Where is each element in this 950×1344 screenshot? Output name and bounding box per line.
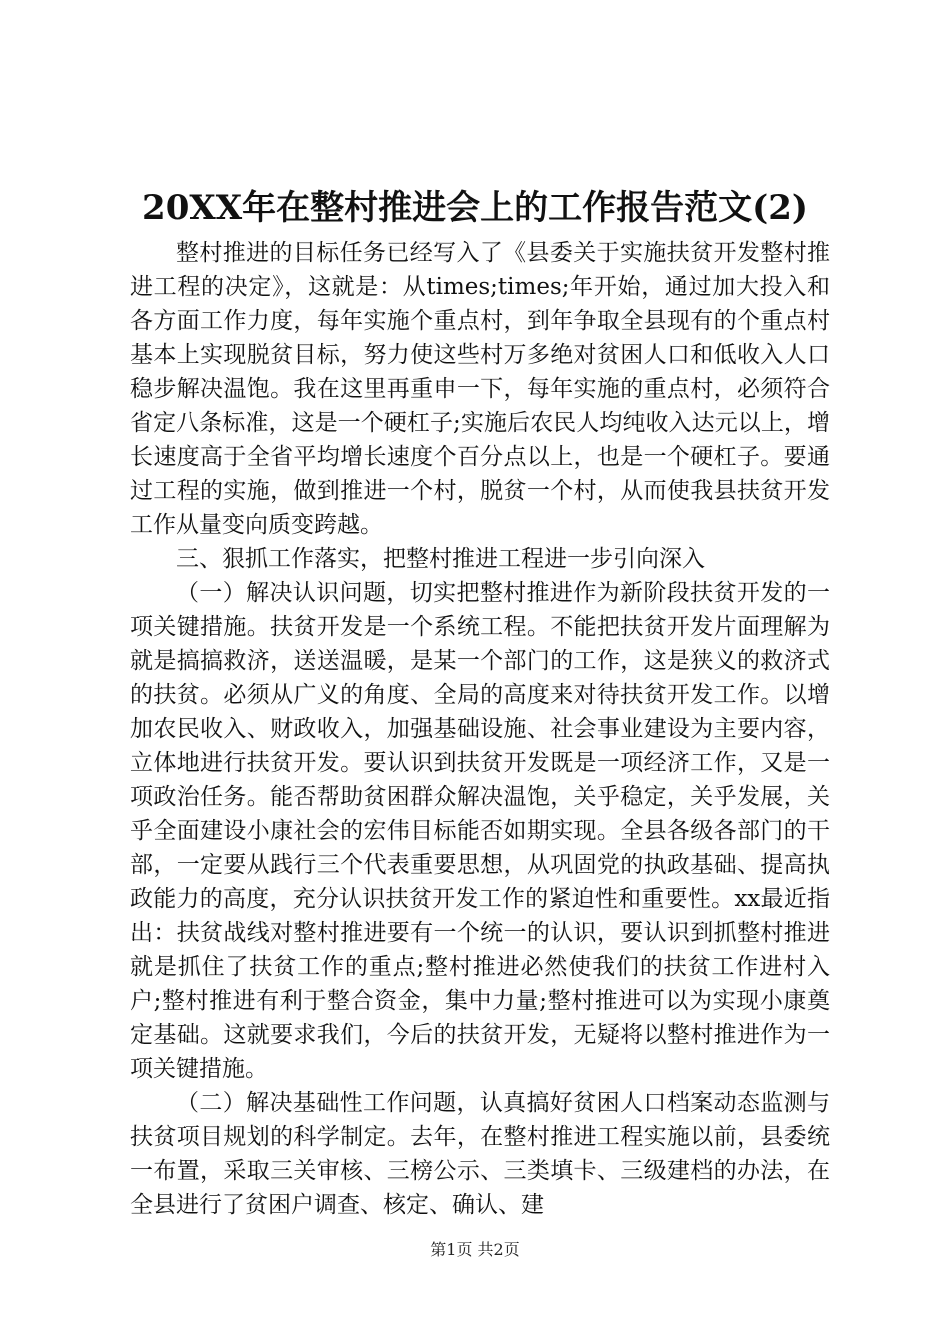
paragraph-understanding: （一）解决认识问题，切实把整村推进作为新阶段扶贫开发的一项关键措施。扶贫开发是一个系统工程。不能把扶贫开发片面理解为就是搞搞救济，送送温暖，是某一个部门的工作，这是狭义的救济式的扶贫。必须从广义的角度、全局的高度来对待扶贫开发工作。以增加农民收入、财政收入，加强基础设施、社会事业建设为主要内容，立体地进行扶贫开发。要认识到扶贫开发既是一项经济工作，又是一项政治任务。能否帮助贫困群众解决温饱，关乎稳定，关乎发展，关乎全面建设小康社会的宏伟目标能否如期实现。全县各级各部门的干部，一定要从践行三个代表重要思想，从巩固党的执政基础、提高执政能力的高度，充分认识扶贫开发工作的紧迫性和重要性。xx最近指出：扶贫战线对整村推进要有一个统一的认识，要认识到抓整村推进就是抓住了扶贫工作的重点;整村推进必然使我们的扶贫工作进村入户;整村推进有利于整合资金，集中力量;整村推进可以为实现小康奠定基础。这就要求我们，今后的扶贫开发，无疑将以整村推进作为一项关键措施。 (130, 580, 830, 1082)
paragraph-foundation-work: （二）解决基础性工作问题，认真搞好贫困人口档案动态监测与扶贫项目规划的科学制定。去年，在整村推进工程实施以前，县委统一布置，采取三关审核、三榜公示、三类填卡、三级建档的办法，在全县进行了贫困户调查、核定、确认、建 (130, 1090, 830, 1218)
document-title: 20XX年在整村推进会上的工作报告范文(2) (142, 188, 808, 228)
document-body (130, 236, 830, 1222)
page-number-footer: 第1页 共2页 (430, 1240, 520, 1259)
paragraph-goal: 整村推进的目标任务已经写入了《县委关于实施扶贫开发整村推进工程的决定》，这就是：从times;times;年开始，通过加大投入和各方面工作力度，每年实施个重点村，到年争取全县现有的个重点村基本上实现脱贫目标，努力使这些村万多绝对贫困人口和低收入人口稳步解决温饱。我在这里再重申一下，每年实施的重点村，必须符合省定八条标准，这是一个硬杠子;实施后农民人均纯收入达元以上，增长速度高于全省平均增长速度个百分点以上，也是一个硬杠子。要通过工程的实施，做到推进一个村，脱贫一个村，从而使我县扶贫开发工作从量变向质变跨越。 (130, 240, 830, 538)
section-heading-three: 三、狠抓工作落实，把整村推进工程进一步引向深入 (176, 546, 705, 572)
